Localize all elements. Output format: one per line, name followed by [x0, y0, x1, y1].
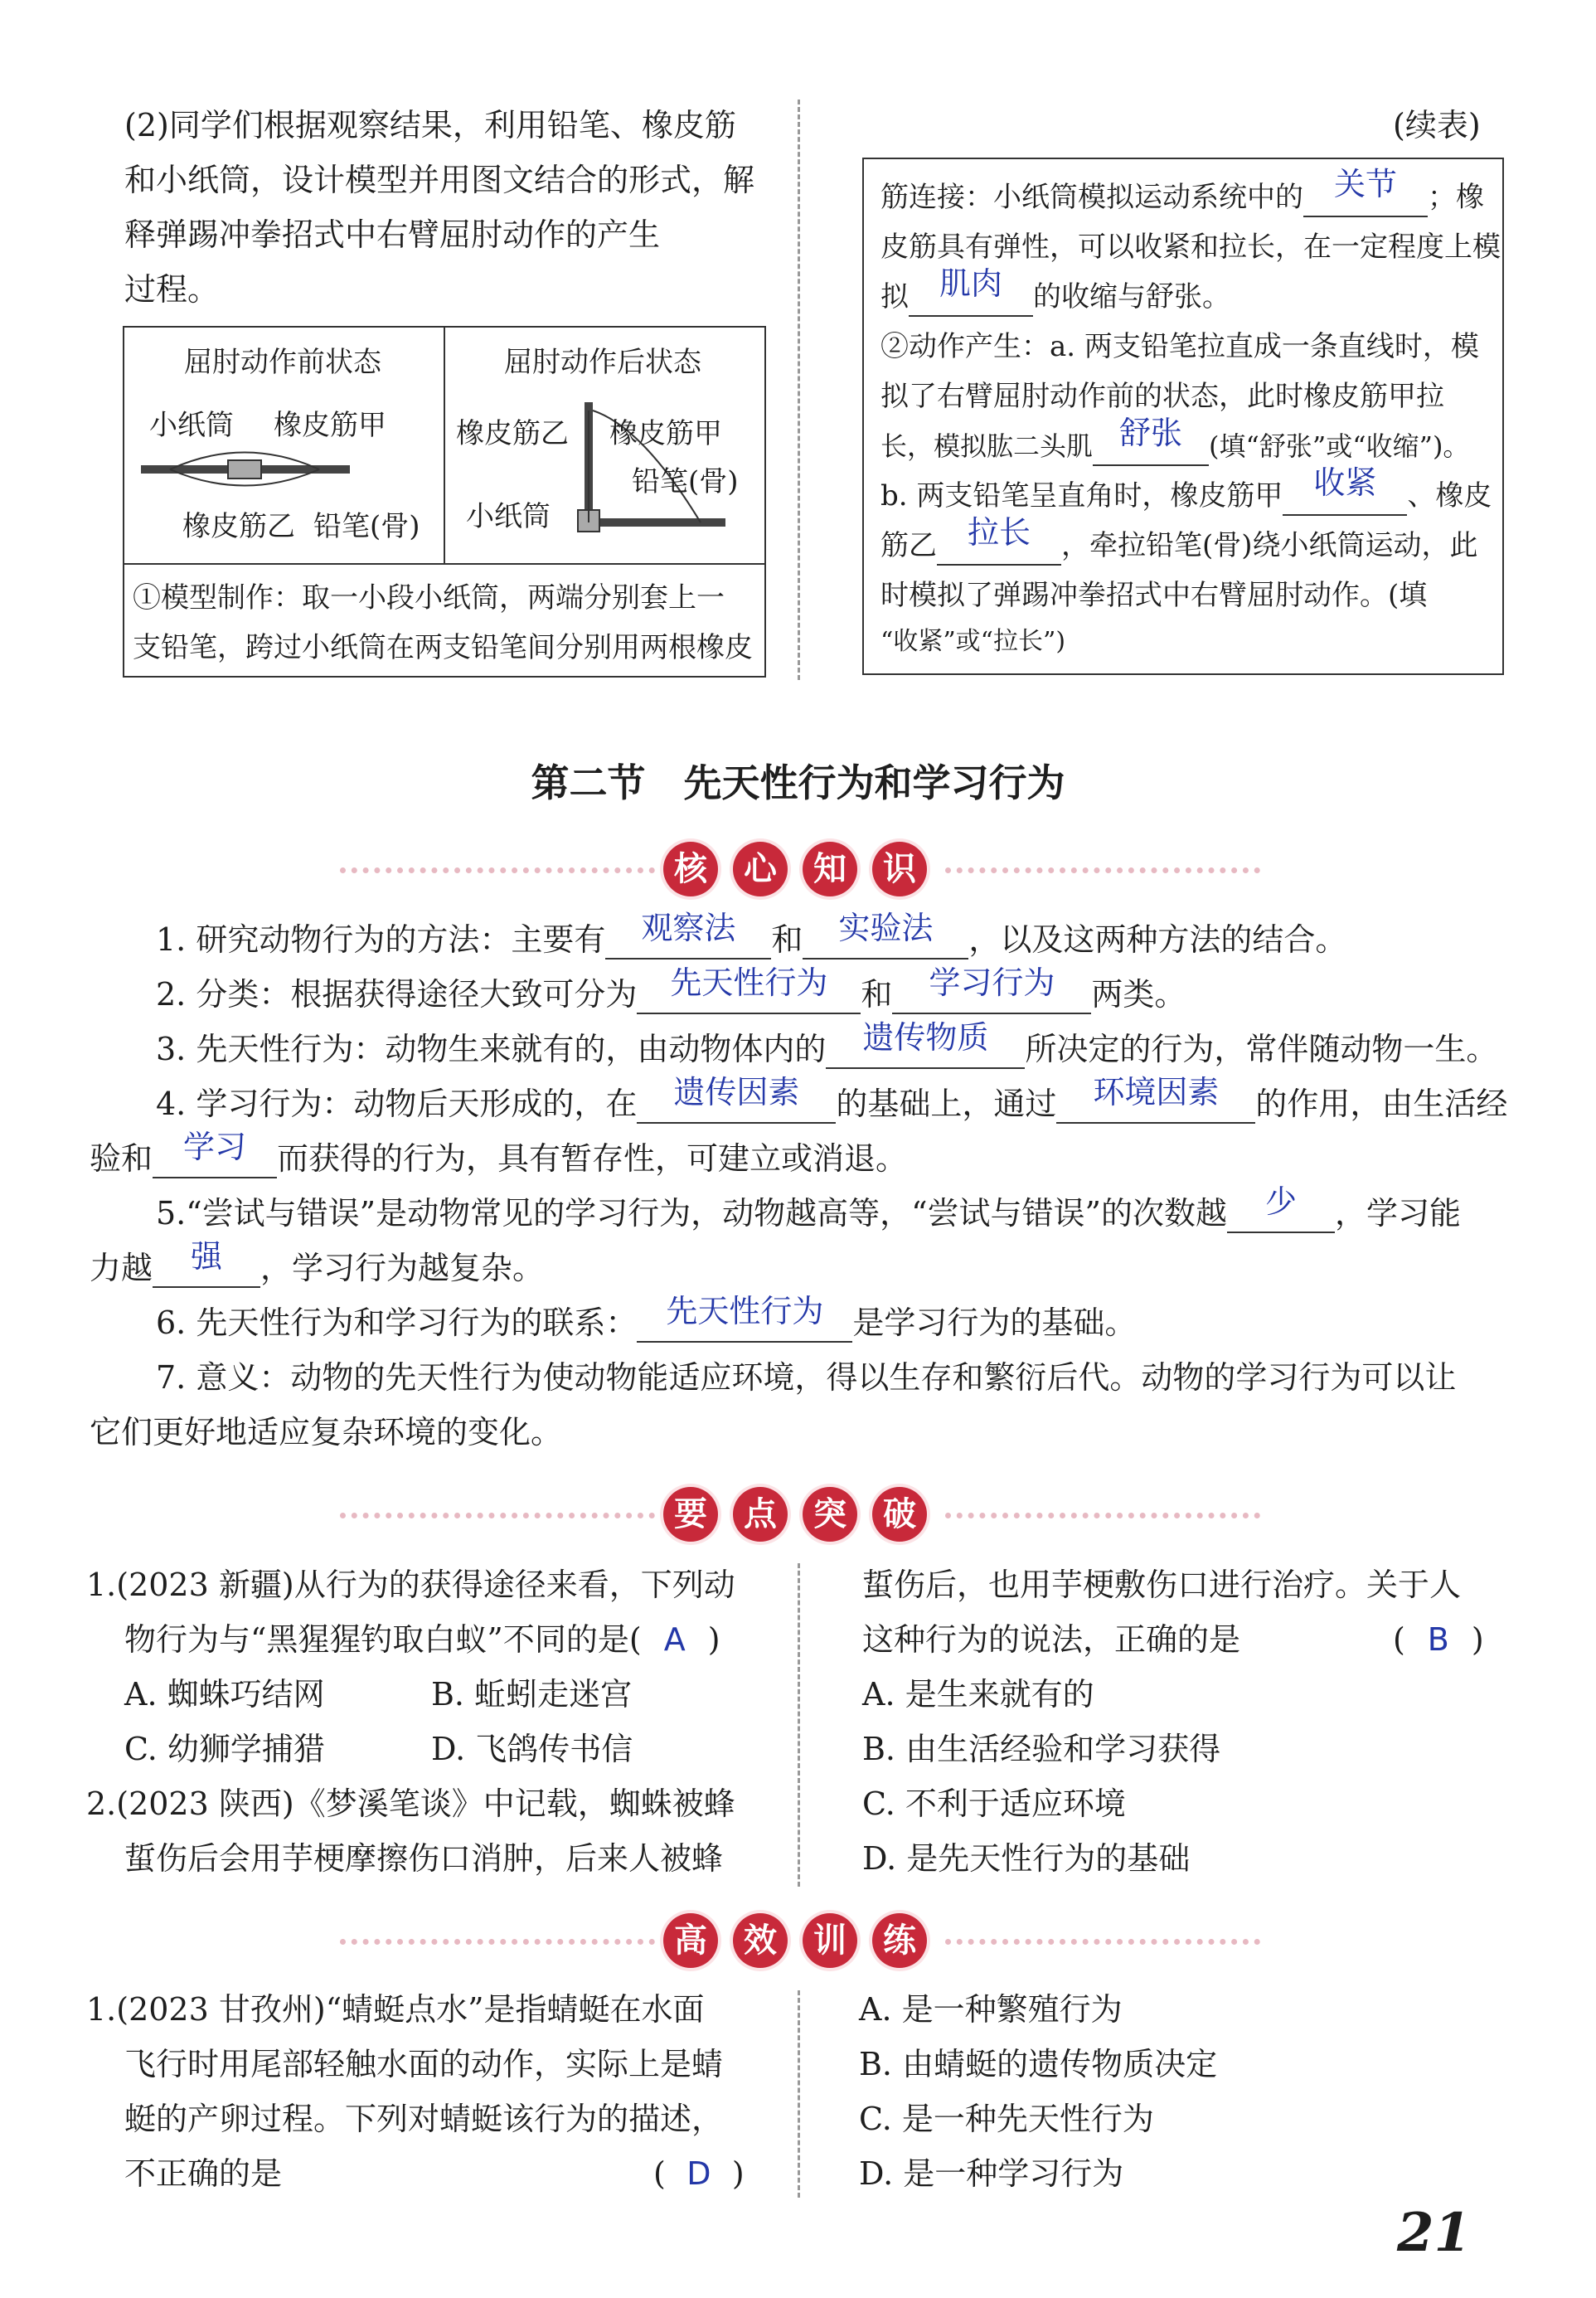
- answer-relax: 舒张: [1119, 415, 1183, 451]
- cont-line1: 筋连接：小纸筒模拟运动系统中的 关节 ；橡: [880, 172, 1484, 222]
- heading-train-char3: 训: [803, 1913, 857, 1968]
- kp-q1-option-a: A. 蜘蛛巧结网: [124, 1676, 325, 1713]
- heading-core-char4: 识: [872, 842, 927, 896]
- answer-joint: 关节: [1333, 166, 1397, 202]
- fig2-tube-label: 小纸筒: [466, 500, 551, 533]
- answer-learned: 学习行为: [929, 964, 1055, 1001]
- tr-q1-option-a: A. 是一种繁殖行为: [859, 1991, 1123, 2028]
- fig1-band-a-label: 橡皮筋甲: [274, 409, 386, 442]
- kp-q1-option-c: C. 幼狮学捕猎: [124, 1731, 325, 1767]
- q2-text-line4: 过程。: [124, 271, 220, 308]
- kp-q2-line1: 2.(2023 陕西)《梦溪笔谈》中记载，蜘蛛被蜂: [86, 1785, 735, 1822]
- train-dots-right: [945, 1939, 1260, 1945]
- col1-header: 屈肘动作前状态: [184, 346, 381, 379]
- tr-q1-option-b: B. 由蜻蜓的遗传物质决定: [859, 2046, 1218, 2082]
- page-number: 21: [1397, 2202, 1472, 2264]
- kp-q1-option-d: D. 飞鸽传书信: [431, 1731, 633, 1767]
- cont-line9: 时模拟了弹踢冲拳招式中右臂屈肘动作。(填: [880, 579, 1428, 612]
- continued-table: [862, 158, 1504, 675]
- kp-q2-answer: B: [1427, 1621, 1449, 1658]
- core-dots-right: [945, 867, 1260, 873]
- tr-column-divider: [798, 1990, 800, 2198]
- tr-q1-line1: 1.(2023 甘孜州)“蜻蜓点水”是指蜻蜓在水面: [86, 1991, 705, 2028]
- fig1-band-b-label: 橡皮筋乙: [182, 510, 295, 543]
- fig2-band-a-label: 橡皮筋甲: [609, 417, 722, 450]
- table-note-line2: 支铅笔，跨过小纸筒在两支铅笔间分别用两根橡皮: [133, 631, 753, 664]
- table-note-line1: ①模型制作：取一小段小纸筒，两端分别套上一: [133, 581, 725, 615]
- knowledge-item-7b: 它们更好地适应复杂环境的变化。: [90, 1414, 563, 1450]
- tr-q1-answer-paren: ( D ): [653, 2146, 745, 2201]
- cont-line5: 拟了右臂屈肘动作前的状态，此时橡皮筋甲拉: [880, 380, 1444, 413]
- heading-train-char1: 高: [663, 1913, 718, 1968]
- pencil-horizontal: [585, 518, 725, 527]
- core-dots-left: [340, 867, 655, 873]
- q2-text-line2: 和小纸筒，设计模型并用图文结合的形式，解: [124, 162, 755, 198]
- tr-q1-line2: 飞行时用尾部轻触水面的动作，实际上是蜻: [124, 2046, 724, 2082]
- heading-core-char3: 知: [803, 842, 857, 896]
- kp-q1-option-b: B. 蚯蚓走迷宫: [431, 1676, 633, 1713]
- answer-genetic-factor: 遗传因素: [673, 1074, 800, 1110]
- fig2-pencil-label: 铅笔(骨): [632, 465, 739, 498]
- fig1-tube-label: 小纸筒: [149, 409, 234, 442]
- heading-train-char4: 练: [872, 1913, 927, 1968]
- answer-muscle: 肌肉: [939, 265, 1002, 302]
- table-hline: [124, 563, 764, 565]
- knowledge-item-6: 6. 先天性行为和学习行为的联系： 先天性行为 是学习行为的基础。: [156, 1293, 1137, 1341]
- section-title: 第二节 先天性行为和学习行为: [531, 760, 1065, 805]
- model-table: [123, 326, 766, 678]
- cont-line2: 皮筋具有弹性，可以收紧和拉长，在一定程度上模: [880, 231, 1501, 264]
- answer-fewer: 少: [1264, 1183, 1297, 1220]
- kp-q2-answer-paren: ( B ): [1393, 1612, 1484, 1667]
- knowledge-item-4b: 验和 学习 而获得的行为，具有暂存性，可建立或消退。: [90, 1129, 908, 1177]
- answer-observation: 观察法: [641, 910, 736, 946]
- tr-q1-option-d: D. 是一种学习行为: [859, 2155, 1124, 2192]
- kp-q2-option-b: B. 由生活经验和学习获得: [862, 1731, 1221, 1767]
- knowledge-item-2: 2. 分类：根据获得途径大致可分为 先天性行为 和 学习行为 两类。: [156, 964, 1186, 1013]
- cont-line7: b. 两支铅笔呈直角时，橡皮筋甲 收紧 、橡皮: [880, 471, 1492, 521]
- kp-q2-line3: 蜇伤后，也用芋梗敷伤口进行治疗。关于人: [862, 1567, 1462, 1603]
- tr-q1-line3: 蜓的产卵过程。下列对蜻蜓该行为的描述，: [124, 2101, 724, 2137]
- heading-key-char2: 点: [733, 1487, 788, 1542]
- knowledge-item-3: 3. 先天性行为：动物生来就有的，由动物体内的 遗传物质 所决定的行为，常伴随动物一生。: [156, 1019, 1498, 1067]
- fig1-pencil-label: 铅笔(骨): [313, 510, 420, 543]
- cont-line4: ②动作产生：a. 两支铅笔拉直成一条直线时，模: [880, 330, 1479, 363]
- cont-line6: 长，模拟肱二头肌 舒张 (填“舒张”或“收缩”)。: [880, 421, 1469, 471]
- kp-q1-line1: 1.(2023 新疆)从行为的获得途径来看，下列动: [86, 1567, 735, 1603]
- heading-core-char2: 心: [733, 842, 788, 896]
- knowledge-item-5: 5.“尝试与错误”是动物常见的学习行为，动物越高等，“尝试与错误”的次数越 少 ，学习能: [156, 1183, 1461, 1232]
- heading-key-char4: 破: [872, 1487, 927, 1542]
- answer-innate: 先天性行为: [670, 964, 828, 1001]
- q2-text-line3: 释弹踢冲拳招式中右臂屈肘动作的产生: [124, 216, 661, 253]
- answer-innate-basis: 先天性行为: [666, 1293, 824, 1329]
- answer-stretch: 拉长: [967, 514, 1031, 551]
- tr-q1-option-c: C. 是一种先天性行为: [859, 2101, 1154, 2137]
- tr-q1-line4: 不正确的是: [124, 2155, 283, 2192]
- heading-core-char1: 核: [663, 842, 718, 896]
- heading-key-char1: 要: [663, 1487, 718, 1542]
- knowledge-item-4: 4. 学习行为：动物后天形成的，在 遗传因素 的基础上，通过 环境因素 的作用，由生活经: [156, 1074, 1508, 1122]
- tr-q1-answer: D: [686, 2155, 711, 2192]
- top-column-divider: [798, 100, 800, 680]
- cont-line10: “收紧”或“拉长”): [880, 627, 1066, 656]
- knowledge-item-5b: 力越 强 ，学习行为越复杂。: [90, 1238, 545, 1286]
- kp-q2-option-a: A. 是生来就有的: [862, 1676, 1094, 1713]
- answer-env-factor: 环境因素: [1093, 1074, 1220, 1110]
- heading-train-char2: 效: [733, 1913, 788, 1968]
- kp-q2-option-d: D. 是先天性行为的基础: [862, 1840, 1191, 1877]
- kp-q1-answer: A: [663, 1621, 686, 1658]
- table-divider: [444, 328, 445, 563]
- kp-q2-option-c: C. 不利于适应环境: [862, 1785, 1126, 1822]
- cont-line8: 筋乙 拉长 ，牵拉铅笔(骨)绕小纸筒运动，此: [880, 521, 1478, 571]
- kp-q2-line4: 这种行为的说法，正确的是: [862, 1621, 1241, 1658]
- kp-q2-line2: 蜇伤后会用芋梗摩擦伤口消肿，后来人被蜂: [124, 1840, 724, 1877]
- answer-stronger: 强: [191, 1238, 223, 1275]
- q2-text-line1: (2)同学们根据观察结果，利用铅笔、橡皮筋: [124, 107, 736, 143]
- knowledge-item-7a: 7. 意义：动物的先天性行为使动物能适应环境，得以生存和繁衍后代。动物的学习行为可以让: [156, 1359, 1457, 1396]
- key-dots-left: [340, 1513, 655, 1518]
- answer-genetic-material: 遗传物质: [862, 1019, 989, 1056]
- key-dots-right: [945, 1513, 1260, 1518]
- fig2-band-b-label: 橡皮筋乙: [456, 417, 569, 450]
- kp-column-divider: [798, 1563, 800, 1887]
- train-dots-left: [340, 1939, 655, 1945]
- answer-learning: 学习: [183, 1129, 247, 1165]
- col2-header: 屈肘动作后状态: [504, 346, 701, 379]
- kp-q1-line2: 物行为与“黑猩猩钓取白蚁”不同的是( A ): [124, 1612, 720, 1667]
- cont-line3: 拟 肌肉 的收缩与舒张。: [880, 272, 1230, 322]
- tube-shape: [228, 460, 261, 479]
- answer-experiment: 实验法: [838, 910, 934, 946]
- knowledge-item-1: 1. 研究动物行为的方法：主要有 观察法 和 实验法 ，以及这两种方法的结合。: [156, 910, 1347, 958]
- continued-label: (续表): [1393, 107, 1481, 143]
- heading-key-char3: 突: [803, 1487, 857, 1542]
- answer-tighten: 收紧: [1313, 464, 1377, 501]
